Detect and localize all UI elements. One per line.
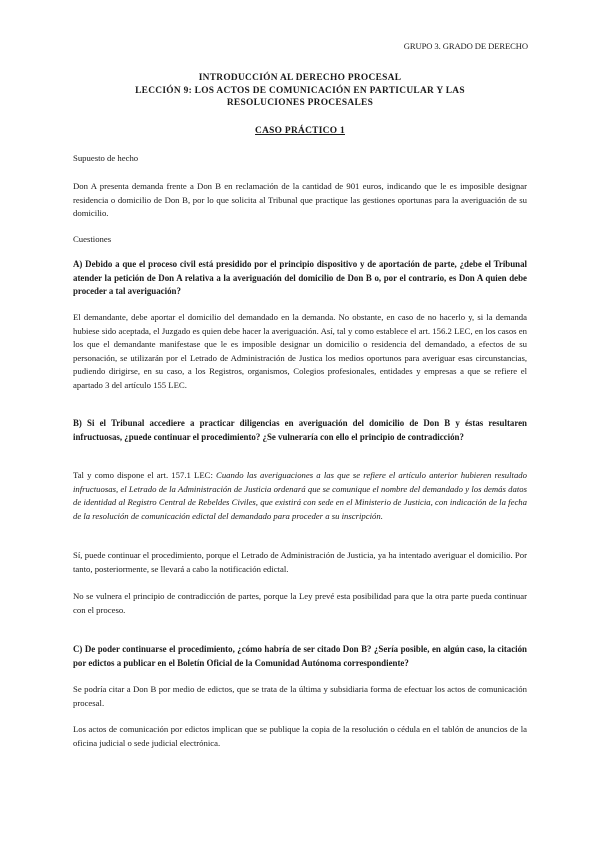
- title-block: [73, 72, 527, 110]
- facts-text: Don A presenta demanda frente a Don B en reclamación de la cantidad de 901 euros, indicando que le es imposible designar residencia o domicilio de Don B, por lo que solicita al Tribunal que practique las gestiones oportunas para la averiguación de su domicilio.: [73, 181, 527, 219]
- question-b: B) Si el Tribunal accediere a practicar diligencias en averiguación del domicilio de Don B y éstas resultaren infructuosas, ¿puede continuar el procedimiento? ¿Se vulneraría con ello el principio de contradicción?: [73, 418, 527, 442]
- answer-a: El demandante, debe aportar el domicilio del demandado en la demanda. No obstante, en caso de no hacerlo y, si la demanda hubiese sido aceptada, el Juzgado es quien debe hacer la averiguación. Así, tal y como establece el art. 156.2 LEC, en los casos en los que el demandante manifestase que le es imposible designar un domicilio o residencia del demandado, a efectos de su personación, se utilizarán por el Letrado de Administración de Justica los medios oportunos para averiguar esas circunstancias, pudiendo dirigirse, en su caso, a los Registros, organismos, Colegios profesionales, entidades y empresas a que se refiere el apartado 3 del artículo 155 LEC.: [73, 312, 527, 390]
- quote-text: Cuando las averiguaciones a las que se refiere el artículo anterior hubieren resultado infructuosas, el Letrado de la Administración de Justicia ordenará que se comunique el nombre del demandado y los demás datos de identidad al Registro Central de Rebeldes Civiles, que existirá con sede en el Ministerio de Justicia, con indicación de la fecha de la resolución de comunicación edictal del demandado para proceder a su inscripción.: [73, 470, 527, 521]
- answer-b-1: Sí, puede continuar el procedimiento, porque el Letrado de Administración de Justicia, ya ha intentado averiguar el domicilio. Por tanto, posteriormente, se llevará a cabo la notificación edictal.: [73, 550, 527, 574]
- question-a: A) Debido a que el proceso civil está presidido por el principio dispositivo y de aportación de parte, ¿debe el Tribunal atender la petición de Don A relativa a la averiguación del domicilio de Don B o, por el contrario, es Don A quien debe proceder a tal averiguación?: [73, 259, 527, 297]
- questions-heading: Cuestiones: [73, 234, 112, 244]
- group-header: GRUPO 3. GRADO DE DERECHO: [403, 41, 528, 51]
- answer-c-2: Los actos de comunicación por edictos implican que se publique la copia de la resolución o cédula en el tablón de anuncios de la oficina judicial o sede judicial electrónica.: [73, 724, 527, 748]
- lesson-title: LECCIÓN 9: LOS ACTOS DE COMUNICACIÓN EN PARTICULAR Y LAS: [135, 85, 465, 96]
- facts-heading: Supuesto de hecho: [73, 153, 139, 163]
- course-title: INTRODUCCIÓN AL DERECHO PROCESAL: [198, 73, 402, 83]
- answer-c-1: Se podría citar a Don B por medio de edictos, que se trata de la última y subsidiaria forma de efectuar los actos de comunicación procesal.: [73, 684, 527, 708]
- answer-b-quote: [73, 469, 527, 523]
- case-title: CASO PRÁCTICO 1: [255, 126, 345, 136]
- question-c: C) De poder continuarse el procedimiento, ¿cómo habría de ser citado Don B? ¿Sería posible, en algún caso, la citación por edictos a publicar en el Boletín Oficial de la Comunidad Autónoma correspondiente?: [73, 644, 527, 668]
- quote-intro: Tal y como dispone el art. 157.1 LEC:: [73, 470, 217, 480]
- answer-b-2: No se vulnera el principio de contradicción de partes, porque la Ley prevé esta posibilidad para que la otra parte pueda continuar con el proceso.: [73, 591, 527, 615]
- lesson-title-continued: RESOLUCIONES PROCESALES: [226, 98, 374, 109]
